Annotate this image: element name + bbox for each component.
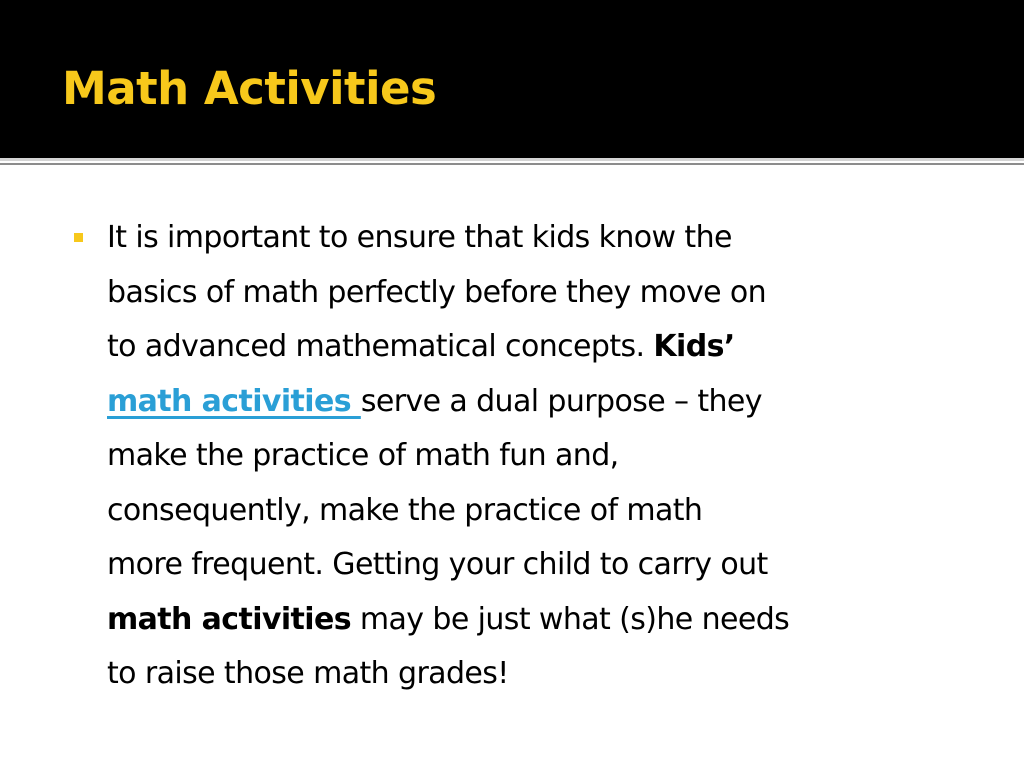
paragraph-line: consequently, make the practice of math [107,492,703,528]
header-divider-dark [0,163,1024,165]
header-divider-light [0,158,1024,161]
math-activities-link[interactable]: math activities [107,383,361,419]
bold-text-math-activities: math activities [107,601,351,637]
paragraph-text: to advanced mathematical concepts. [107,329,654,364]
paragraph-line: It is important to ensure that kids know the [107,220,732,255]
paragraph-text: serve a dual purpose – they [360,383,762,419]
bold-text-kids: Kids’ [653,329,735,364]
paragraph-line: more frequent. Getting your child to carry out [107,547,768,582]
paragraph-line: to raise those math grades! [107,656,509,691]
paragraph-line [107,375,977,430]
paragraph-line [107,593,977,648]
bullet-square-icon [74,233,83,242]
paragraph-text: may be just what (s)he needs [350,601,790,637]
paragraph-line [107,320,977,375]
paragraph-line: make the practice of math fun and, [107,438,619,473]
paragraph-line: basics of math perfectly before they move on [107,274,767,310]
bullet-paragraph [107,211,977,702]
slide-title: Math Activities [62,62,437,115]
title-bar [0,0,1024,158]
